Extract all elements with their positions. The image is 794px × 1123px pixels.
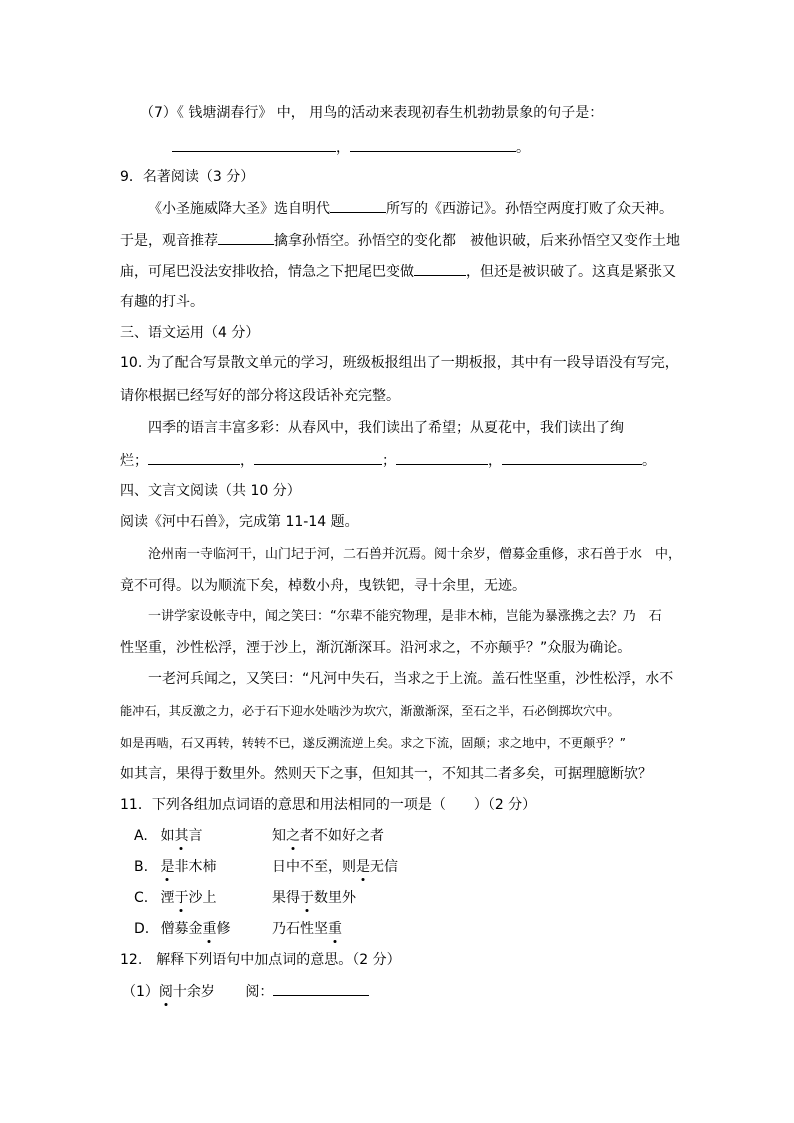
reading-p3-line-3: 如是再啮，石又再转，转转不已，遂反溯流逆上矣。求之下流，固颠；求之地中，不更颠乎？” (120, 736, 627, 750)
option-text: 修 (216, 921, 231, 937)
reading-p3-line-4: 如其言，果得于数里外。然则天下之事，但知其一，不知其二者多矣，可据理臆断欤？ (120, 766, 652, 782)
q11-option-d[interactable] (134, 919, 534, 939)
q10-blank-3[interactable] (396, 450, 488, 465)
option-left (160, 921, 230, 937)
option-text: 僧募金 (160, 921, 203, 937)
option-left (160, 859, 216, 875)
option-right (272, 919, 342, 939)
option-right (272, 857, 398, 877)
q9-line-4: 有趣的打斗。 (120, 294, 204, 310)
q9-title: 9．名著阅读（3 分） (120, 169, 255, 185)
option-left (160, 828, 202, 844)
option-letter: D. (134, 921, 150, 937)
option-text: 非木柿 (174, 859, 217, 875)
q10-line-3: 四季的语言丰富多彩：从春风中，我们读出了希望；从夏花中，我们读出了绚 (148, 420, 624, 436)
q11-title: 11．下列各组加点词语的意思和用法相同的一项是（ ）（2 分） (120, 797, 537, 813)
reading-p1-line-2: 竟不可得。以为顺流下矣，棹数小舟，曳铁钯，寻十余里，无迹。 (120, 578, 526, 594)
q10-line-2: 请你根据已经写好的部分将这段话补充完整。 (120, 388, 400, 404)
q12-item-1 (122, 981, 369, 1002)
option-text: 乃石性坚 (272, 921, 328, 937)
q9-text: ，但还是被识破了。这真是紧张又 (466, 264, 676, 280)
option-text: 无信 (370, 859, 398, 875)
dotted-word: 重 (328, 921, 342, 937)
section-4-title: 四、文言文阅读（共 10 分） (120, 483, 301, 499)
q9-text: 庙，可尾巴没法安排收拾，情急之下把尾巴变做 (120, 264, 414, 280)
option-letter: C. (134, 890, 149, 906)
q10-blank-2[interactable] (254, 450, 382, 465)
dotted-word: 之 (286, 828, 300, 844)
reading-p2-line-1: 一讲学家设帐寺中，闻之笑曰：“尔辈不能究物理，是非木柿，岂能为暴涨携之去？乃 石 (148, 609, 662, 624)
dotted-word: 阅 (158, 984, 173, 1000)
option-text: 如 (160, 828, 175, 844)
dotted-word: 重 (202, 921, 217, 937)
dotted-word: 是 (356, 859, 370, 875)
option-letter: A. (134, 828, 148, 844)
q10-text: 烂； (120, 453, 148, 469)
q9-text: 于是，观音推荐 (120, 233, 218, 249)
q10-comma: ， (240, 453, 254, 469)
option-text: 沙上 (188, 890, 217, 906)
q11-option-c[interactable] (134, 888, 534, 908)
q11-option-b[interactable] (134, 857, 534, 877)
q10-semicolon: ； (382, 453, 396, 469)
q7-answer-line (172, 137, 530, 158)
q12-blank-1[interactable] (273, 981, 369, 996)
reading-p1-line-1: 沧州南一寺临河干，山门圮于河，二石兽并沉焉。阅十余岁，僧募金重修，求石兽于水 中， (148, 547, 682, 562)
reading-p3-line-1: 一老河兵闻之，又笑曰：“凡河中失石，当求之于上流。盖石性坚重，沙性松浮，水不 (148, 671, 674, 687)
q7-prompt: （7）《 钱塘湖春行》 中， 用鸟的活动来表现初春生机勃勃景象的句子是： (140, 105, 604, 121)
section-3-title: 三、语文运用（4 分） (120, 325, 260, 341)
option-text: 数里外 (314, 890, 356, 906)
dotted-word: 是 (160, 859, 175, 875)
q9-text: 《小圣施威降大圣》选自明代 (148, 201, 330, 217)
q10-line-1: 10. 为了配合写景散文单元的学习，班级板报组出了一期板报，其中有一段导语没有写完， (120, 355, 679, 371)
option-left (160, 890, 216, 906)
q10-blank-4[interactable] (502, 450, 642, 465)
q9-text: 所写的《西游记》。孙悟空两度打败了众天神。 (386, 201, 673, 217)
q11-option-a[interactable] (134, 826, 534, 846)
reading-p3-line-2: 能冲石，其反激之力，必于石下迎水处啮沙为坎穴，渐激渐深，至石之半，石必倒掷坎穴中。 (120, 704, 620, 718)
q9-blank-author[interactable] (330, 198, 386, 213)
option-text: 知 (272, 828, 286, 844)
q10-blank-1[interactable] (148, 450, 240, 465)
item-label: 阅： (245, 984, 274, 1000)
q9-line-3 (120, 261, 676, 282)
q9-line-2 (120, 230, 680, 251)
q7-blank-1[interactable] (172, 137, 336, 152)
q7-end: 。 (516, 140, 530, 156)
option-right (272, 826, 384, 846)
option-text: 果得 (272, 890, 300, 906)
q7-blank-2[interactable] (350, 137, 516, 152)
dotted-word: 于 (174, 890, 189, 906)
dotted-word: 其 (174, 828, 189, 844)
q10-comma: ， (488, 453, 502, 469)
q9-line-1 (148, 198, 673, 219)
q10-line-4 (120, 450, 656, 471)
q9-text: 擒拿孙悟空。孙悟空的变化都 被他识破，后来孙悟空又变作土地 (274, 233, 680, 249)
option-text: 者不如好之者 (300, 828, 384, 844)
item-text: 十余岁 (172, 984, 215, 1000)
q12-title: 12. 解释下列语句中加点词的意思。（2 分） (120, 952, 401, 968)
item-number: （1） (122, 984, 159, 1000)
reading-p2-line-2: 性坚重，沙性松浮，湮于沙上，渐沉渐深耳。沿河求之，不亦颠乎？”众服为确论。 (120, 640, 632, 656)
option-text: 湮 (160, 890, 175, 906)
q9-blank-recommend[interactable] (218, 230, 274, 245)
q9-blank-tail[interactable] (414, 261, 466, 276)
q7-sep: ， (336, 140, 350, 156)
option-letter: B. (134, 859, 149, 875)
q10-end: 。 (642, 453, 656, 469)
option-text: 言 (188, 828, 203, 844)
option-text: 日中不至，则 (272, 859, 356, 875)
dotted-word: 于 (300, 890, 314, 906)
option-right (272, 888, 356, 908)
reading-intro: 阅读《河中石兽》，完成第 11-14 题。 (120, 514, 359, 530)
